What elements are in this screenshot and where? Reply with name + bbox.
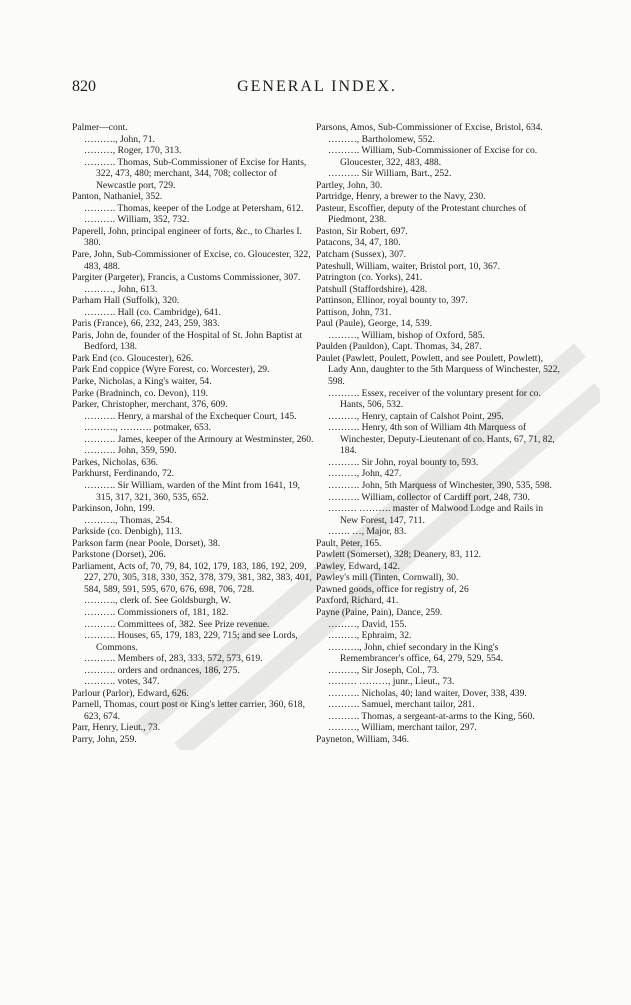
index-entry: Parr, Henry, Lieut., 73. bbox=[72, 722, 160, 734]
index-entry: Panton, Nathaniel, 352. bbox=[72, 191, 163, 203]
index-entry: Parker, Christopher, merchant, 376, 609. bbox=[72, 399, 228, 411]
index-entry: ………, Sir Joseph, Col., 73. bbox=[328, 664, 440, 676]
index-entry: ………. Commissioners of, 181, 182. bbox=[84, 606, 229, 618]
index-entry: Paulet (Pawlett, Poulett, Powlett, and see Poulett, Powlett), Lady Ann, daughter to the 5th Marquess of Winchester, 522, 598. bbox=[316, 352, 560, 388]
index-entry: ………, William, bishop of Oxford, 585. bbox=[328, 329, 485, 341]
index-entry: Paul (Paule), George, 14, 539. bbox=[316, 318, 432, 330]
index-entry: ………. Sir William, Bart., 252. bbox=[328, 168, 452, 180]
index-entry: ………, Bartholomew, 552. bbox=[328, 133, 435, 145]
index-entry: Pawlett (Somerset), 328; Deanery, 83, 112. bbox=[316, 549, 482, 561]
index-entry: Palmer—cont. bbox=[72, 122, 128, 133]
index-column-left bbox=[72, 122, 317, 746]
index-entry: ………. Thomas, keeper of the Lodge at Petersham, 612. bbox=[84, 202, 304, 214]
index-entry: ………. John, 359, 590. bbox=[84, 445, 177, 457]
index-entry: Parham Hall (Suffolk), 320. bbox=[72, 295, 180, 307]
index-entry: Pawned goods, office for registry of, 26 bbox=[316, 583, 469, 595]
index-entry: Parkinson, John, 199. bbox=[72, 503, 155, 515]
index-entry: Park End (co. Gloucester), 626. bbox=[72, 352, 194, 364]
index-entry: Pargiter (Pargeter), Francis, a Customs Commissioner, 307. bbox=[72, 272, 301, 284]
index-entry: ………. William, 352, 732. bbox=[84, 214, 190, 226]
index-entry: ………., ………. potmaker, 653. bbox=[84, 422, 211, 434]
index-entry: Parkson farm (near Poole, Dorset), 38. bbox=[72, 537, 221, 549]
index-entry: Parnell, Thomas, court post or King's letter carrier, 360, 618, 623, 674. bbox=[72, 699, 305, 722]
index-entry: ………. Committees of, 382. See Prize revenue. bbox=[84, 618, 270, 630]
index-entry: ……… ………. master of Malwood Lodge and Rails in New Forest, 147, 711. bbox=[328, 503, 544, 526]
index-entry: ………. Henry, 4th son of William 4th Marquess of Winchester, Deputy-Lieutenant of co. Hants, 67, 71, 82, 184. bbox=[328, 422, 555, 457]
index-entry: ………. orders and ordnances, 186, 275. bbox=[84, 664, 240, 676]
index-entry: Pasteur, Escoffier, deputy of the Protestant churches of Piedmont, 238. bbox=[316, 202, 527, 226]
index-entry: ………. William, collector of Cardiff port, 248, 730. bbox=[328, 491, 530, 503]
page-number: 820 bbox=[72, 78, 96, 95]
index-entry: Paris (France), 66, 232, 243, 259, 383. bbox=[72, 318, 220, 330]
index-entry: ………. Thomas, a sergeant-at-arms to the King, 560. bbox=[328, 710, 535, 722]
index-entry: ………. Hall (co. Cambridge), 641. bbox=[84, 306, 221, 318]
index-entry: ………, John, 613. bbox=[84, 283, 158, 295]
index-entry: Paris, John de, founder of the Hospital of St. John Baptist at Bedford, 138. bbox=[72, 329, 303, 353]
index-entry: ………. Members of, 283, 333, 572, 573, 619. bbox=[84, 653, 263, 665]
index-entry: Patshull (Staffordshire), 428. bbox=[316, 283, 428, 295]
index-entry: Pault, Peter, 165. bbox=[316, 537, 382, 549]
index-entry: Partley, John, 30. bbox=[316, 179, 383, 191]
page-header bbox=[72, 78, 562, 102]
index-entry: Patrington (co. Yorks), 241. bbox=[316, 272, 423, 284]
index-entry: Parkstone (Dorset), 206. bbox=[72, 549, 166, 561]
index-entry: Pawley, Edward, 142. bbox=[316, 560, 400, 572]
index-entry: ………. Sir John, royal bounty to, 593. bbox=[328, 456, 479, 468]
index-entry: Parsons, Amos, Sub-Commissioner of Excise, Bristol, 634. bbox=[316, 122, 543, 133]
index-entry: ………. John, 5th Marquess of Winchester, 390, 535, 598. bbox=[328, 479, 552, 491]
index-entry: Patacons, 34, 47, 180. bbox=[316, 237, 401, 249]
index-entry: Patcham (Sussex), 307. bbox=[316, 249, 407, 261]
index-entry: ………. Henry, a marshal of the Exchequer Court, 145. bbox=[84, 410, 297, 422]
index-entry: Parkside (co. Denbigh), 113. bbox=[72, 526, 182, 538]
index-entry: ………. Samuel, merchant tailor, 281. bbox=[328, 699, 475, 711]
index-entry: Parke (Bradninch, co. Devon), 119. bbox=[72, 387, 209, 399]
index-entry: Paston, Sir Robert, 697. bbox=[316, 225, 408, 237]
index-entry: Parlour (Parlor), Edward, 626. bbox=[72, 687, 189, 699]
index-entry: Parkes, Nicholas, 636. bbox=[72, 456, 159, 468]
index-entry: Pare, John, Sub-Commissioner of Excise, co. Gloucester, 322, 483, 488. bbox=[72, 249, 311, 272]
page-title: GENERAL INDEX. bbox=[237, 78, 397, 95]
index-entry: ………. Houses, 65, 179, 183, 229, 715; and see Lords, Commons. bbox=[84, 630, 298, 653]
index-entry: ………. Essex, receiver of the voluntary present for co. Hants, 506, 532. bbox=[328, 387, 541, 411]
index-entry: ………, Roger, 170, 313. bbox=[84, 145, 182, 157]
index-entry: ………, David, 155. bbox=[328, 618, 407, 630]
index-entry: ………., John, 71. bbox=[84, 133, 155, 145]
index-entry: ………., John, chief secondary in the King's Remembrancer's office, 64, 279, 529, 554. bbox=[328, 641, 504, 665]
index-entry: ………., Thomas, 254. bbox=[84, 514, 173, 526]
index-entry: Pateshull, William, waiter, Bristol port, 10, 367. bbox=[316, 260, 500, 272]
index-entry: Parliament, Acts of, 70, 79, 84, 102, 179, 183, 186, 192, 209, 227, 270, 305, 318, 330, 352, 378, 379, 381, 382, 383, 401, 584, 589, 591, 595, 670, 676, 698, 706, 728. bbox=[72, 560, 312, 595]
index-entry: ………. Nicholas, 40; land waiter, Dover, 338, 439. bbox=[328, 687, 527, 699]
index-entry: Payne (Paine, Pain), Dance, 259. bbox=[316, 606, 443, 618]
index-entry: ……. …, Major, 83. bbox=[328, 526, 407, 538]
index-entry: Payneton, William, 346. bbox=[316, 733, 409, 745]
index-entry: ………. William, Sub-Commissioner of Excise for co. Gloucester, 322, 483, 488. bbox=[328, 145, 538, 168]
index-entry: Paperell, John, principal engineer of forts, &c., to Charles I. 380. bbox=[72, 225, 302, 249]
index-entry: ………. James, keeper of the Armoury at Westminster, 260. bbox=[84, 433, 314, 445]
index-entry: ………, John, 427. bbox=[328, 468, 402, 480]
index-entry: Paxford, Richard, 41. bbox=[316, 595, 399, 607]
index-entry: ………, William, merchant tailor, 297. bbox=[328, 722, 477, 734]
index-entry: Parke, Nicholas, a King's waiter, 54. bbox=[72, 376, 212, 388]
index-entry: ………, Ephraim, 32. bbox=[328, 630, 412, 642]
index-entry: Partridge, Henry, a brewer to the Navy, 230. bbox=[316, 191, 486, 203]
index-entry: ………., clerk of. See Goldsburgh, W. bbox=[84, 595, 231, 607]
index-entry: Paulden (Pauldon), Capt. Thomas, 34, 287. bbox=[316, 341, 482, 353]
index-entry: ………, Henry, captain of Calshot Point, 295. bbox=[328, 410, 504, 422]
index-column-right bbox=[316, 122, 561, 746]
index-entry: Parry, John, 259. bbox=[72, 733, 137, 745]
index-entry: Parkhurst, Ferdinando, 72. bbox=[72, 468, 175, 480]
index-entry: ………. Thomas, Sub-Commissioner of Excise for Hants, 322, 473, 480; merchant, 344, 708; collector of Newcastle port, 729. bbox=[84, 156, 307, 191]
index-entry: ………. Sir William, warden of the Mint from 1641, 19, 315, 317, 321, 360, 535, 652. bbox=[84, 479, 301, 503]
index-entry: Pattison, John, 731. bbox=[316, 306, 392, 318]
index-entry: ………. votes, 347. bbox=[84, 676, 160, 688]
index-entry: Pattinson, Ellinor, royal bounty to, 397. bbox=[316, 295, 468, 307]
index-entry: ……… ………, junr., Lieut., 73. bbox=[328, 676, 455, 688]
index-entry: Park End coppice (Wyre Forest, co. Worcester), 29. bbox=[72, 364, 270, 376]
index-entry: Pawley's mill (Tinten, Cornwall), 30. bbox=[316, 572, 459, 584]
